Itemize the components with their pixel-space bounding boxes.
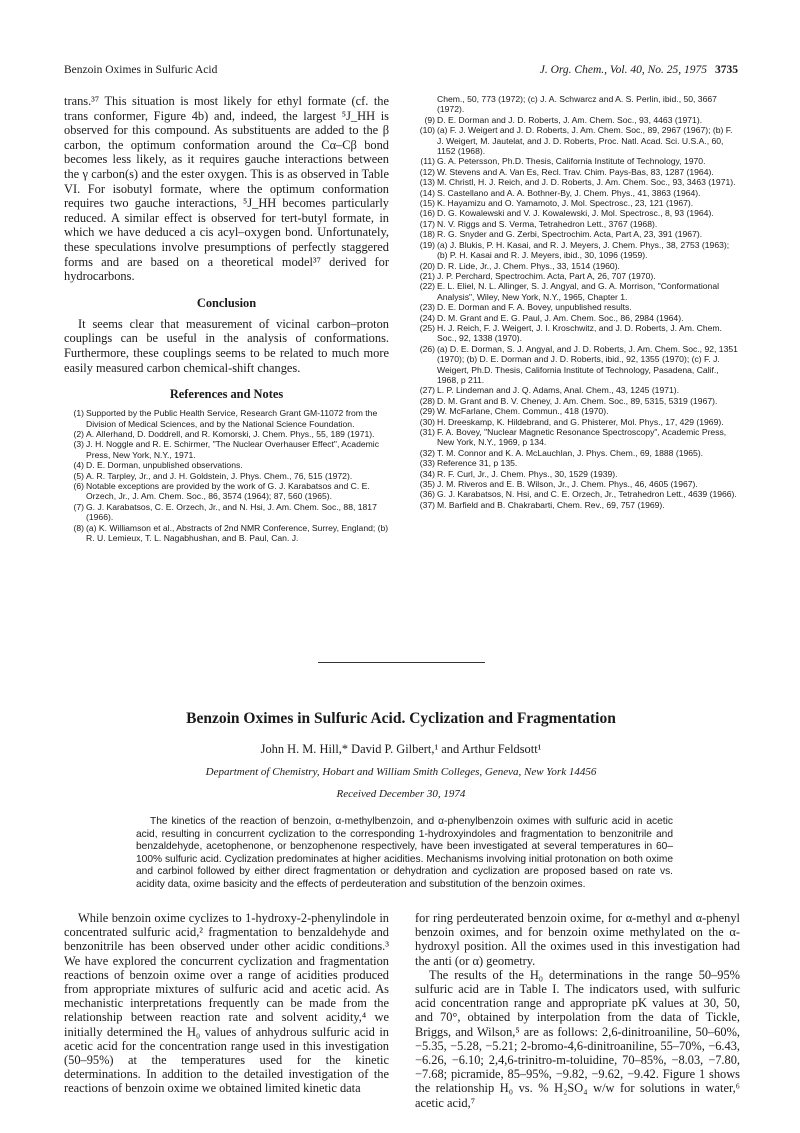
article-separator-rule — [318, 662, 485, 663]
discussion-text — [64, 94, 389, 284]
reference-item — [64, 481, 389, 502]
references-list-left — [64, 408, 389, 543]
reference-text: L. P. Lindeman and J. Q. Adams, Anal. Chem., 43, 1245 (1971). — [437, 385, 680, 396]
reference-item — [415, 281, 740, 302]
reference-text: F. A. Bovey, "Nuclear Magnetic Resonance Spectroscopy", Academic Press, New York, N.Y., 1969, p 134. — [437, 427, 727, 448]
reference-text: M. Barfield and B. Chakrabarti, Chem. Rev., 69, 757 (1969). — [437, 499, 665, 510]
reference-item — [64, 502, 389, 523]
reference-item — [64, 471, 389, 481]
reference-text: H. Dreeskamp, K. Hildebrand, and G. Phisterer, Mol. Phys., 17, 429 (1969). — [437, 416, 724, 427]
reference-item — [415, 208, 740, 218]
reference-number: (8) — [73, 522, 84, 533]
reference-number: (3) — [73, 439, 84, 450]
references-list-right — [415, 115, 740, 510]
reference-number: (17) — [419, 218, 435, 229]
right-column — [415, 94, 740, 510]
reference-item — [415, 240, 740, 261]
reference-item — [415, 323, 740, 344]
reference-number: (4) — [73, 460, 84, 471]
reference-text: W. Stevens and A. Van Es, Recl. Trav. Chim. Pays-Bas, 83, 1287 (1964). — [437, 166, 714, 177]
reference-item — [415, 188, 740, 198]
reference-number: (35) — [419, 479, 435, 490]
reference-text: (a) F. J. Weigert and J. D. Roberts, J. Am. Chem. Soc., 89, 2967 (1967); (b) F. J. Weigert, M. Jautelat, and J. D. Roberts, Proc. Natl. Acad. Sci. U.S.A., 60, 1152 (1968). — [437, 125, 733, 157]
conclusion-heading: Conclusion — [196, 295, 257, 310]
reference-number: (19) — [419, 239, 435, 250]
reference-number: (27) — [419, 385, 435, 396]
reference-item — [415, 489, 740, 499]
reference-number: (15) — [419, 198, 435, 209]
intro-paragraph-right-2: The results of the H₀ determinations in the range 50–95% sulfuric acid are in Table I. The indicators used, with sulfuric acid concentration range and appropriate pK values at 30, 50, and 70°, obtained by interpolation from the data of Tickle, Briggs, and Wilson,⁵ are as follows: 2,6-dinitroaniline, 50–60%, −5.35, −5.28, −5.21; 2-bromo-4,6-dinitroaniline, 55–70%, −6.43, −6.26, −6.10; 2,4,6-trinitro-m-toluidine, 70–85%, −8.03, −7.80, −7.68; picramide, 85–95%, −9.82, −9.62, −9.42. Figure 1 shows the relationship H₀ vs. % H₂SO₄ w/w for solutions in water,⁶ acetic acid,⁷ — [415, 967, 740, 1110]
reference-item — [415, 271, 740, 281]
reference-number: (37) — [419, 499, 435, 510]
reference-text: M. Christl, H. J. Reich, and J. D. Roberts, J. Am. Chem. Soc., 93, 3463 (1971). — [437, 177, 736, 188]
reference-text: J. M. Riveros and E. B. Wilson, Jr., J. Chem. Phys., 46, 4605 (1967). — [437, 479, 698, 490]
reference-number: (36) — [419, 489, 435, 500]
reference-text: J. H. Noggle and R. E. Schirmer, "The Nuclear Overhauser Effect", Academic Press, New York, N.Y., 1971. — [86, 439, 380, 460]
running-title: Benzoin Oximes in Sulfuric Acid — [64, 64, 218, 76]
reference-item — [64, 408, 389, 429]
reference-number: (6) — [73, 480, 84, 491]
reference-item — [415, 417, 740, 427]
reference-continuation: Chem., 50, 773 (1972); (c) J. A. Schwarcz and A. S. Perlin, ibid., 50, 3667 (1972). — [437, 94, 717, 115]
journal-citation — [540, 64, 738, 76]
article-title: Benzoin Oximes in Sulfuric Acid. Cyclization and Fragmentation — [186, 710, 616, 727]
reference-text: H. J. Reich, F. J. Weigert, J. I. Kroschwitz, and J. D. Roberts, J. Am. Chem. Soc., 92, 1338 (1970). — [437, 322, 722, 344]
reference-item — [415, 302, 740, 312]
reference-text: R. F. Curl, Jr., J. Chem. Phys., 30, 1529 (1939). — [437, 468, 618, 479]
reference-text: G. J. Karabatsos, C. E. Orzech, Jr., and N. Hsi, J. Am. Chem. Soc., 88, 1817 (1966). — [86, 501, 377, 523]
references-heading: References and Notes — [169, 387, 284, 402]
journal-name: J. Org. Chem., Vol. 40, No. 25, 1975 — [539, 64, 707, 76]
reference-item — [415, 229, 740, 239]
reference-text: S. Castellano and A. A. Bothner-By, J. Chem. Phys., 41, 3863 (1964). — [437, 187, 701, 198]
reference-item — [415, 313, 740, 323]
reference-item — [415, 125, 740, 156]
reference-text: Notable exceptions are provided by the work of G. J. Karabatsos and C. E. Orzech, Jr., J. Am. Chem. Soc., 86, 3574 (1964); 87, 560 (1965). — [86, 480, 370, 502]
abstract — [136, 816, 673, 892]
intro-right-column — [415, 911, 740, 1110]
reference-number: (33) — [419, 458, 435, 469]
reference-number: (9) — [424, 114, 435, 125]
reference-text: E. L. Eliel, N. L. Allinger, S. J. Angyal, and G. A. Morrison, "Conformational Analysis", Wiley, New York, N.Y., 1965, Chapter 1. — [437, 281, 720, 302]
intro-paragraph-left: While benzoin oxime cyclizes to 1-hydroxy-2-phenylindole in concentrated sulfuric acid,² fragmentation to benzaldehyde and benzonitrile has been observed under other acidic conditions.³ We have explored the concurrent cyclization and fragmentation reactions of benzoin oxime over a range of acidities produced from appropriate mixtures of sulfuric acid and acetic acid. As mechanistic interpretations frequently can be made from the relationship between reaction rate and solvent acidity,⁴ we initially determined the H₀ values of anhydrous sulfuric acid in acetic acid for the concentration range used in this investigation (50–95%) at the temperatures used for the kinetic determinations. In addition to the detailed investigation of the reactions of benzoin oxime we obtained limited kinetic data — [64, 911, 389, 1096]
reference-item — [415, 479, 740, 489]
reference-number: (31) — [419, 427, 435, 437]
reference-text: W. McFarlane, Chem. Commun., 418 (1970). — [437, 406, 609, 417]
reference-number: (5) — [73, 470, 84, 481]
reference-item — [415, 167, 740, 177]
reference-item — [415, 406, 740, 416]
reference-item — [415, 385, 740, 395]
reference-item — [64, 439, 389, 460]
reference-number: (7) — [73, 501, 84, 512]
reference-number: (21) — [419, 270, 435, 281]
reference-number: (30) — [419, 416, 435, 427]
reference-number: (25) — [419, 322, 435, 333]
reference-item — [415, 115, 740, 125]
reference-text: D. E. Dorman and F. A. Bovey, unpublished results. — [437, 302, 632, 313]
reference-item — [64, 429, 389, 439]
reference-number: (22) — [419, 281, 435, 292]
reference-text: (a) K. Williamson et al., Abstracts of 2nd NMR Conference, Surrey, England; (b) R. U. Lemieux, T. L. Nagabhushan, and B. Paul, Can. J. — [86, 522, 389, 543]
reference-text: A. R. Tarpley, Jr., and J. H. Goldstein, J. Phys. Chem., 76, 515 (1972). — [86, 470, 353, 481]
reference-number: (20) — [419, 260, 435, 271]
reference-text: D. G. Kowalewski and V. J. Kowalewski, J. Mol. Spectrosc., 8, 93 (1964). — [437, 208, 714, 219]
received-date: Received December 30, 1974 — [336, 788, 466, 800]
reference-number: (34) — [419, 468, 435, 479]
reference-number: (18) — [419, 229, 435, 240]
reference-text: Reference 31, p 135. — [437, 458, 518, 469]
reference-number: (24) — [419, 312, 435, 323]
reference-text: A. Allerhand, D. Doddrell, and R. Komorski, J. Chem. Phys., 55, 189 (1971). — [86, 428, 375, 439]
reference-number: (1) — [73, 408, 84, 419]
conclusion-paragraph: It seems clear that measurement of vicinal carbon–proton couplings can be useful in the analysis of conformations. Furthermore, these couplings seems to be related to much more easily measured carbon chemical-shift changes. — [64, 316, 389, 375]
reference-text: Supported by the Public Health Service, Research Grant GM-11072 from the Division of Medical Sciences, and by the National Science Foundation. — [86, 408, 378, 429]
reference-number: (32) — [419, 447, 435, 458]
reference-number: (23) — [419, 302, 435, 313]
discussion-paragraph: trans.³⁷ This situation is most likely for ethyl formate (cf. the trans conformer, Figure 4b) and, indeed, the largest ⁵J_HH is observed for this compound. As substituents are added to the β carbon, the optimum conformation around the Cα–Cβ bond becomes less likely, as it requires gauche interactions between the γ carbon(s) and the ester oxygen. This is as observed in Table VI. For isobutyl formate, where the optimum conformation requires two gauche interactions, ⁵J_HH becomes particularly reduced. A similar effect is observed for tert-butyl formate, in which we have deduced a cis acyl–oxygen bond. Unfortunately, these speculations involve presumptions of perfectly staggered forms and are based on a theoretical model³⁷ derived for hydrocarbons. — [64, 94, 389, 284]
reference-number: (10) — [419, 125, 435, 136]
reference-text: (a) J. Blukis, P. H. Kasai, and R. J. Meyers, J. Chem. Phys., 38, 2753 (1963); (b) P. H. Kasai and R. J. Meyers, ibid., 30, 1096 (1959). — [437, 239, 730, 261]
reference-text: R. G. Snyder and G. Zerbi, Spectrochim. Acta, Part A, 23, 391 (1967). — [437, 229, 703, 240]
reference-item — [64, 460, 389, 470]
reference-item — [415, 396, 740, 406]
reference-text: G. A. Petersson, Ph.D. Thesis, California Institute of Technology, 1970. — [437, 156, 706, 167]
article-affiliation: Department of Chemistry, Hobart and William Smith Colleges, Geneva, New York 14456 — [205, 766, 597, 778]
reference-item — [64, 523, 389, 544]
reference-number: (14) — [419, 187, 435, 198]
reference-item — [415, 500, 740, 510]
reference-number: (2) — [73, 428, 84, 439]
reference-item — [415, 469, 740, 479]
reference-text: G. J. Karabatsos, N. Hsi, and C. E. Orzech, Jr., Tetrahedron Lett., 4639 (1966). — [437, 489, 737, 500]
conclusion-text — [64, 317, 389, 375]
reference-text: (a) D. E. Dorman, S. J. Angyal, and J. D. Roberts, J. Am. Chem. Soc., 92, 1351 (1970); (b) D. E. Dorman and J. D. Roberts, ibid., 92, 1355 (1970); (c) F. J. Weigert, Ph.D. Thesis, California Institute of Technology, Pasadena, Calif., 1968, p 211. — [437, 343, 738, 385]
left-column — [64, 94, 389, 543]
reference-number: (11) — [420, 156, 435, 167]
reference-number: (16) — [419, 208, 435, 219]
reference-text: N. V. Riggs and S. Verma, Tetrahedron Lett., 3767 (1968). — [437, 218, 658, 229]
page-number: 3735 — [715, 64, 738, 76]
reference-number: (12) — [419, 166, 435, 177]
reference-text: D. E. Dorman, unpublished observations. — [86, 460, 243, 471]
reference-item — [415, 448, 740, 458]
reference-text: D. M. Grant and B. V. Cheney, J. Am. Chem. Soc., 89, 5315, 5319 (1967). — [437, 395, 718, 406]
reference-item — [415, 344, 740, 386]
reference-text: D. R. Lide, Jr., J. Chem. Phys., 33, 1514 (1960). — [437, 260, 620, 271]
reference-item — [415, 261, 740, 271]
reference-item — [415, 177, 740, 187]
reference-number: (28) — [419, 395, 435, 406]
reference-item — [415, 219, 740, 229]
reference-text: D. E. Dorman and J. D. Roberts, J. Am. Chem. Soc., 93, 4463 (1971). — [437, 114, 703, 125]
article-authors: John H. M. Hill,* David P. Gilbert,¹ and Arthur Feldsott¹ — [260, 742, 542, 756]
reference-text: K. Hayamizu and O. Yamamoto, J. Mol. Spectrosc., 23, 121 (1967). — [437, 198, 694, 209]
reference-text: D. M. Grant and E. G. Paul, J. Am. Chem. Soc., 86, 2984 (1964). — [437, 312, 684, 323]
reference-item — [415, 198, 740, 208]
reference-number: (26) — [419, 343, 435, 354]
reference-text: J. P. Perchard, Spectrochim. Acta, Part A, 26, 707 (1970). — [437, 270, 656, 281]
intro-paragraph-right-1: for ring perdeuterated benzoin oxime, for α-methyl and α-phenyl benzoin oximes, and for benzoin oxime methylated on the α-hydroxyl position. All the oximes used in this investigation had the anti (or α) geometry. — [415, 911, 740, 968]
reference-number: (13) — [419, 177, 435, 188]
running-header — [64, 64, 738, 80]
reference-item — [415, 458, 740, 468]
reference-number: (29) — [419, 406, 435, 417]
reference-item — [415, 427, 740, 448]
reference-item — [415, 156, 740, 166]
intro-left-column — [64, 911, 389, 1096]
abstract-text: The kinetics of the reaction of benzoin, α-methylbenzoin, and α-phenylbenzoin oximes with sulfuric acid in acetic acid, resulting in concurrent cyclization to the corresponding 1-hydroxyindoles and fragmentation to benzonitrile and benzaldehyde, acetophenone, or benzophenone respectively, have been investigated at several temperatures in 60–100% sulfuric acid. Cyclization predominates at higher acidities. Mechanisms involving initial protonation on both oxime and carbinol followed by either direct fragmentation or dehydration and cyclization are proposed based on rate vs. acidity data, oxime basicity and the effects of perdeuteration and substitution of the benzoin oximes. — [136, 816, 673, 890]
reference-text: T. M. Connor and K. A. McLauchlan, J. Phys. Chem., 69, 1888 (1965). — [437, 447, 704, 458]
